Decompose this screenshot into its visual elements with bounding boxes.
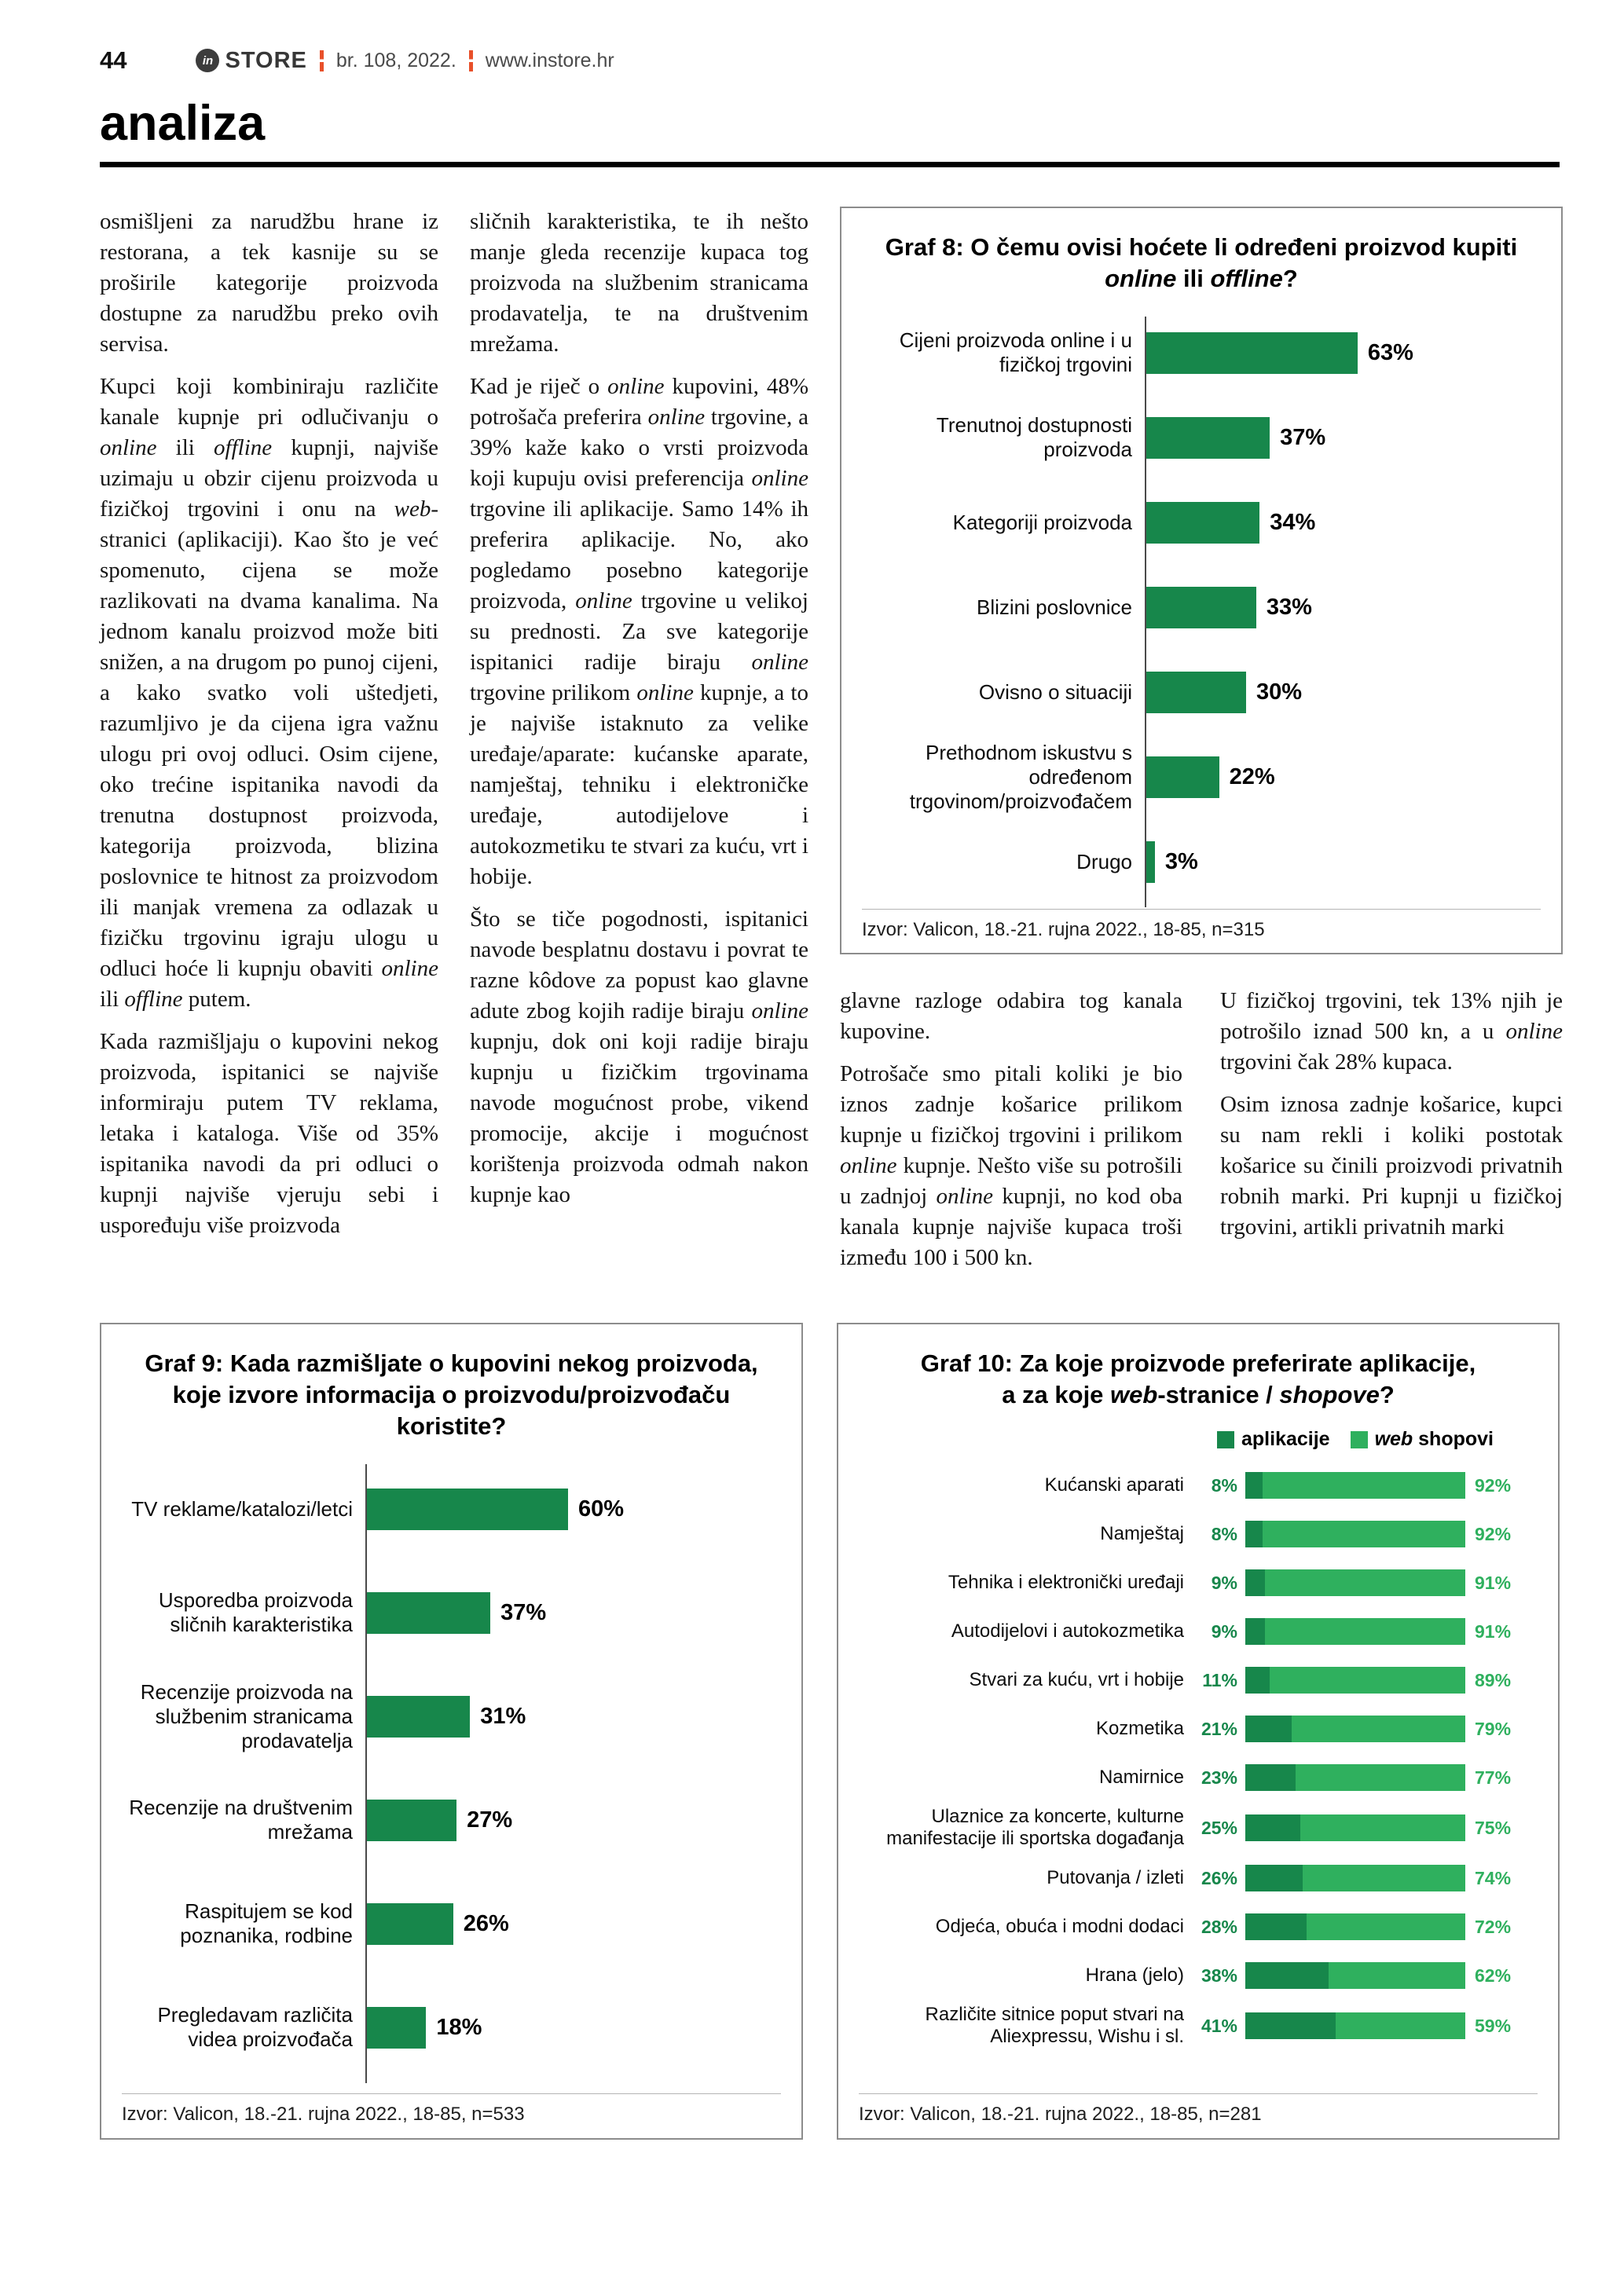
text-segment: Graf 8: O čemu ovisi hoćete li određeni proizvod kupiti [885,233,1518,261]
chart-title-line [862,263,1541,295]
instore-logo-icon: in [196,49,219,72]
text-segment: Kućanski aparati [1044,1474,1184,1496]
bar-value: 60% [578,1496,625,1522]
bar-label [122,1588,365,1637]
bar-row [122,1774,781,1866]
bar-label [862,680,1145,705]
bar-area [1145,332,1541,374]
app-value: 9% [1211,1620,1237,1642]
paragraph [100,372,438,1015]
text-segment: Kada razmišljaju o kupovini nekog proizvoda, ispitanici se najviše informiraju putem TV reklama, letaka i kataloga. Više od 35% ispitanika navodi da pri odluci o kupnji najviše vjeruju sebi i uspoređuju više proizvoda [100,1029,438,1238]
app-value: 28% [1201,1916,1237,1937]
webshop-value: 91% [1475,1572,1512,1593]
bar-value: 33% [1266,594,1312,620]
app-value: 25% [1201,1817,1237,1838]
app-segment [1245,2012,1336,2039]
section-title: analiza [100,96,266,151]
brand-name: STORE [225,47,307,73]
paragraph [840,986,1182,1047]
bar [1145,841,1155,883]
legend-swatch-web-shopovi [1351,1431,1368,1448]
text-segment: -stranici (aplikaciji). Kao što je već spomenuto, cijena se može razlikovati na dvama kanalima. Na jednom kanalu proizvod može biti snižen, a na drugom po punoj cijeni, a kako svatko voli uštedjeti, razumljivo je da cijena igra važnu ulogu pri ovoj odluci. Osim cijene, oko trećine ispitanika navodi da trenutna dostupnost proizvoda, kategorija proizvoda, blizina poslovnice te hitnost za proizvodom ili manjak vremena za odlazak u fizičku trgovinu igraju ulogu u odluci hoće li kupnju obaviti [100,496,438,981]
bar-area [365,2007,781,2049]
paragraph [100,1027,438,1241]
text-segment: ? [1282,265,1298,292]
stacked-bar-row [859,1708,1538,1749]
text-segment: online [647,405,706,430]
bar-area [1145,756,1541,798]
stacked-bar [1245,1521,1465,1547]
text-segment: Što se tiče pogodnosti, ispitanici navode besplatnu dostavu i povrat te razne kôdove za popust kao glavne adute zbog kojih radije biraju [470,906,808,1023]
text-segment: koristite? [396,1412,507,1440]
text-segment: Odjeća, obuća i modni dodaci [935,1916,1184,1937]
webshop-segment [1292,1716,1465,1742]
bar-value: 22% [1229,764,1275,789]
text-segment: Recenzije na društvenim mrežama [129,1796,353,1844]
bar [1145,332,1358,374]
text-segment: kupnje. Nešto više su potrošili u zadnjoj [840,1153,1182,1209]
stacked-bar-row [859,1514,1538,1554]
webshop-value: 75% [1475,1817,1512,1838]
bar-row [122,1981,781,2074]
bar-value: 3% [1164,848,1198,874]
text-segment: kupnju, dok oni koji radije biraju kupnju u fizičkim trgovinama navode mogućnost probe, vikend promocije, akcije i mogućnost korištenja proizvoda odmah nakon kupnje kao [470,1029,808,1207]
bar-row [122,1566,781,1659]
stacked-bar-row [859,1465,1538,1506]
webshop-segment [1329,1962,1465,1989]
chart-graf10-legend [859,1428,1538,1451]
bar-value: 37% [1280,424,1326,450]
separator-icon [320,50,324,71]
chart-graf9 [100,1323,803,2140]
bar-label [859,1669,1197,1691]
stacked-bar-row [859,1757,1538,1798]
text-segment: Stvari za kuću, vrt i hobije [969,1669,1184,1690]
text-segment: online [100,435,157,460]
webshop-segment [1265,1569,1465,1596]
text-segment: putem. [182,987,251,1012]
text-segment: online [751,998,808,1023]
website-url: www.instore.hr [485,49,614,71]
text-segment: sličnih karakteristika, te ih nešto manje gleda recenzije kupaca tog proizvoda na službenim stranicama prodavatelja, te na društvenim mrežama. [470,209,808,357]
text-segment: online [636,680,694,705]
app-segment [1245,1569,1265,1596]
bar-row [862,739,1541,815]
paragraph [470,372,808,892]
text-segment: Graf 9: Kada razmišljate o kupovini nekog proizvoda, [145,1349,758,1377]
app-segment [1245,1716,1292,1742]
text-segment: trgovine prilikom [470,680,637,705]
bar-value: 26% [463,1910,509,1936]
text-segment: Cijeni proizvoda online i u fizičkoj trgovini [899,328,1132,376]
bar-area [365,1903,781,1945]
webshop-segment [1336,2012,1465,2039]
webshop-segment [1263,1521,1465,1547]
text-segment: trgovine ili aplikacije. Samo 14% ih preferira aplikacije. No, ako pogledamo posebno kategorije proizvoda, [470,496,808,613]
chart-title-line [859,1379,1538,1411]
chart-title-line [859,1348,1538,1379]
bar-area [1145,417,1541,459]
legend-item-web-shopovi [1351,1428,1494,1451]
text-segment: Drugo [1076,849,1132,873]
app-value: 11% [1202,1669,1237,1690]
legend-label-aplikacije [1241,1428,1330,1451]
text-segment: Pregledavam različita videa proizvođača [157,2003,353,2051]
bar [1145,587,1256,628]
bar-label [859,1474,1197,1496]
bar-label [859,1916,1197,1938]
text-segment: Kad je riječ o [470,374,608,399]
app-segment [1245,1962,1329,1989]
stacked-bar-row [859,1955,1538,1996]
webshop-value: 89% [1475,1669,1512,1690]
article-column-4 [1220,986,1563,1285]
bar-label [862,511,1145,535]
bar-label [862,413,1145,462]
text-segment: Raspitujem se kod poznanika, rodbine [180,1899,353,1947]
app-segment [1245,1764,1296,1791]
text-segment: ili [1176,265,1211,292]
instore-logo [196,48,306,74]
bar-value: 30% [1256,679,1303,705]
text-segment: Namještaj [1100,1523,1184,1544]
text-segment: online [1505,1019,1563,1044]
stacked-bar [1245,1814,1465,1841]
bar-area [365,1696,781,1738]
paragraph [470,904,808,1210]
chart-graf8-title [862,232,1541,295]
webshop-segment [1303,1865,1465,1891]
paragraph [100,207,438,360]
bar-value: 18% [436,2014,482,2040]
webshop-value: 59% [1475,2015,1512,2036]
stacked-bar-row [859,1611,1538,1652]
text-segment: Recenzije proizvoda na službenim stranicama prodavatelja [140,1679,353,1752]
article-column-3 [840,986,1182,1285]
bar-label [122,2003,365,2052]
bar [1145,502,1259,544]
webshop-value: 91% [1475,1620,1512,1642]
text-segment: offline [1210,265,1283,292]
app-value: 23% [1201,1767,1237,1788]
bar-label [859,1806,1197,1850]
chart-graf9-title [122,1348,781,1442]
article-column-2 [470,207,808,1285]
paragraph [1220,986,1563,1078]
text-segment: ? [1379,1381,1395,1408]
bar [365,1903,453,1945]
text-segment: trgovini čak 28% kupaca. [1220,1049,1453,1075]
text-segment: Kupci koji kombiniraju različite kanale kupnje pri odlučivanju o [100,374,438,430]
text-segment: online [936,1184,993,1209]
app-value: 26% [1201,1867,1237,1888]
bar-label [862,328,1145,377]
app-value: 8% [1211,1474,1237,1496]
bar-area [365,1800,781,1841]
text-segment: Usporedba proizvoda sličnih karakteristika [158,1588,353,1636]
app-segment [1245,1865,1303,1891]
bar-row [862,485,1541,560]
right-column [840,207,1563,1285]
bar-row [122,1670,781,1763]
webshop-value: 92% [1475,1474,1512,1496]
bar-value: 31% [480,1703,526,1729]
text-segment: shopovi [1413,1428,1494,1450]
chart-graf10-bars [859,1465,1538,2056]
bar-row [862,569,1541,645]
webshop-value: 62% [1475,1965,1512,1986]
chart-title-line [122,1348,781,1379]
text-segment: web [1110,1381,1158,1408]
stacked-bar [1245,1962,1465,1989]
bar-label [859,1867,1197,1889]
bar-area [1145,502,1541,544]
chart-graf8 [840,207,1563,954]
masthead [100,44,1560,77]
chart-graf10-title [859,1348,1538,1411]
text-segment: Potrošače smo pitali koliki je bio iznos zadnje košarice prilikom kupnje u fizičkoj trgovini i prilikom [840,1061,1182,1148]
chart-title-line [122,1379,781,1411]
text-segment: online [381,956,438,981]
text-segment: aplikacije [1241,1428,1330,1450]
text-segment: trgovine u velikoj su prednosti. Za sve kategorije ispitanici radije biraju [470,588,808,675]
app-segment [1245,1521,1263,1547]
bar-value: 34% [1270,509,1316,535]
stacked-bar [1245,1764,1465,1791]
bar-area [1145,587,1541,628]
text-segment: Kategoriji proizvoda [952,510,1132,534]
text-segment: koje izvore informacija o proizvodu/proizvođaču [172,1381,731,1408]
stacked-bar [1245,1865,1465,1891]
text-segment: Blizini poslovnice [977,595,1132,619]
text-segment: online [751,466,808,491]
paragraph [470,207,808,360]
bar [365,2007,426,2049]
text-segment: Različite sitnice poput stvari na Aliexpressu, Wishu i sl. [925,2004,1184,2047]
bar-area [1145,672,1541,713]
app-segment [1245,1618,1265,1645]
chart-graf10-source: Izvor: Valicon, 18.-21. rujna 2022., 18-85, n=281 [859,2093,1538,2126]
stacked-bar [1245,2012,1465,2039]
bar-label [122,1796,365,1844]
text-segment: a za koje [1002,1381,1111,1408]
bar [1145,417,1270,459]
bar [365,1800,456,1841]
text-segment: glavne razloge odabira tog kanala kupovine. [840,988,1182,1044]
bar-label [122,1899,365,1948]
webshop-segment [1300,1814,1465,1841]
text-segment: online [751,650,808,675]
bar-value: 63% [1367,339,1413,365]
text-segment: Ulaznice za koncerte, kulturne manifestacije ili sportska događanja [886,1806,1184,1849]
text-segment: offline [124,987,183,1012]
bar-label [859,1767,1197,1789]
article-column-1 [100,207,438,1285]
text-segment: ili [156,435,214,460]
text-segment: osmišljeni za narudžbu hrane iz restorana, a tek kasnije su se proširile kategorije proizvoda dostupne za narudžbu preko ovih servisa. [100,209,438,357]
bar-label [859,1523,1197,1545]
webshop-value: 79% [1475,1718,1512,1739]
bar-label [859,1620,1197,1642]
app-value: 8% [1211,1523,1237,1544]
stacked-bar-row [859,1806,1538,1850]
chart-graf8-source: Izvor: Valicon, 18.-21. rujna 2022., 18-85, n=315 [862,909,1541,941]
text-segment: shopove [1279,1381,1380,1408]
paragraph [840,1059,1182,1273]
webshop-segment [1265,1618,1465,1645]
bar-label [862,595,1145,620]
bar-row [122,1877,781,1970]
separator-icon [469,50,473,71]
app-segment [1245,1814,1300,1841]
bar [365,1489,568,1530]
bar [365,1696,470,1738]
text-segment: kupovini, 48% potrošača preferira [470,374,808,430]
bar-area [365,1489,781,1530]
legend-item-aplikacije [1217,1428,1330,1451]
webshop-value: 74% [1475,1867,1512,1888]
text-segment: web [394,496,431,522]
chart-graf9-bars [122,1463,781,2085]
webshop-segment [1296,1764,1465,1791]
webshop-value: 92% [1475,1523,1512,1544]
page-number: 44 [100,46,127,74]
text-segment: Osim iznosa zadnje košarice, kupci su nam rekli i koliki postotak košarice su činili proizvodi privatnih robnih marki. Pri kupnji u fizičkoj trgovini, artikli privatnih marki [1220,1092,1563,1240]
article-top-row [100,207,1563,1285]
app-value: 9% [1211,1572,1237,1593]
text-segment: Prethodnom iskustvu s određenom trgovinom/proizvođačem [909,740,1132,813]
bar-label [122,1680,365,1753]
bar [1145,756,1219,798]
stacked-bar-row [859,1858,1538,1899]
bar-label [859,1965,1197,1987]
bar-label [859,1572,1197,1594]
app-value: 21% [1201,1718,1237,1739]
legend-swatch-aplikacije [1217,1431,1234,1448]
paragraph [1220,1089,1563,1243]
bar [1145,672,1246,713]
text-segment: online [607,374,665,399]
chart-title-line [122,1411,781,1442]
text-segment: online [840,1153,897,1178]
text-segment: kupnje, a to je najviše istaknuto za velike uređaje/aparate: kućanske aparate, namještaj, tehniku i elektroničke uređaje, autodijelove i autokozmetiku te stvari za kuću, vrt i hobije. [470,680,808,889]
bar-row [862,315,1541,390]
text-segment: -stranice / [1157,1381,1280,1408]
stacked-bar [1245,1472,1465,1499]
text-segment: Trenutnoj dostupnosti proizvoda [936,413,1132,461]
bar-row [862,400,1541,475]
issue-number: br. 108, 2022. [335,49,456,71]
text-segment: Putovanja / izleti [1047,1867,1184,1888]
text-segment: Graf 10: Za koje proizvode preferirate aplikacije, [920,1349,1476,1377]
stacked-bar-row [859,1906,1538,1947]
text-segment: kupnji, najviše uzimaju u obzir cijenu proizvoda u fizičkoj trgovini i onu na [100,435,438,522]
text-segment: Tehnika i elektronički uređaji [948,1572,1184,1593]
stacked-bar [1245,1913,1465,1940]
text-segment: online [1105,265,1177,292]
text-segment: Namirnice [1098,1767,1184,1788]
bar-row [122,1463,781,1555]
text-segment: Ovisno o situaciji [978,679,1132,704]
webshop-value: 72% [1475,1916,1512,1937]
bar-label [122,1497,365,1522]
text-segment: online [575,588,632,613]
bar-row [862,654,1541,730]
stacked-bar-row [859,2004,1538,2048]
text-segment: kupnji, no kod oba kanala kupnje najviše kupaca troši između 100 i 500 kn. [840,1184,1182,1270]
app-value: 41% [1201,2015,1237,2036]
bar-row [862,824,1541,899]
legend-label-web-shopovi [1375,1428,1494,1451]
app-value: 38% [1201,1965,1237,1986]
webshop-value: 77% [1475,1767,1512,1788]
chart-graf8-bars [862,315,1541,909]
title-rule [100,162,1560,167]
text-segment: Kozmetika [1095,1718,1184,1739]
app-segment [1245,1913,1307,1940]
stacked-bar [1245,1667,1465,1694]
bar [365,1592,490,1634]
chart-title-line [862,232,1541,263]
stacked-bar [1245,1618,1465,1645]
text-segment: Hrana (jelo) [1085,1965,1184,1986]
charts-bottom-row [100,1323,1560,2140]
text-segment: offline [214,435,273,460]
text-segment: trgovine, a 39% kaže kako o vrsti proizvoda koji kupuju ovisi preferencija [470,405,808,491]
text-segment: web [1374,1428,1413,1450]
bar-area [365,1592,781,1634]
webshop-segment [1263,1472,1465,1499]
bar-label [859,2004,1197,2048]
webshop-segment [1307,1913,1465,1940]
app-segment [1245,1667,1270,1694]
stacked-bar-row [859,1660,1538,1701]
bar-value: 37% [500,1599,547,1625]
text-segment: TV reklame/katalozi/letci [131,1496,353,1521]
webshop-segment [1270,1667,1465,1694]
bar-label [862,741,1145,814]
chart-graf9-source: Izvor: Valicon, 18.-21. rujna 2022., 18-85, n=533 [122,2093,781,2126]
text-segment: U fizičkoj trgovini, tek 13% njih je potrošilo iznad 500 kn, a u [1220,988,1563,1044]
text-segment: ili [100,987,125,1012]
article-bottom-columns [840,986,1563,1285]
app-segment [1245,1472,1263,1499]
bar-area [1145,841,1541,883]
bar-label [862,850,1145,874]
stacked-bar-row [859,1562,1538,1603]
stacked-bar [1245,1716,1465,1742]
bar-label [859,1718,1197,1740]
bar-value: 27% [467,1807,513,1833]
stacked-bar [1245,1569,1465,1596]
text-segment: Autodijelovi i autokozmetika [951,1620,1184,1642]
chart-graf10 [837,1323,1560,2140]
